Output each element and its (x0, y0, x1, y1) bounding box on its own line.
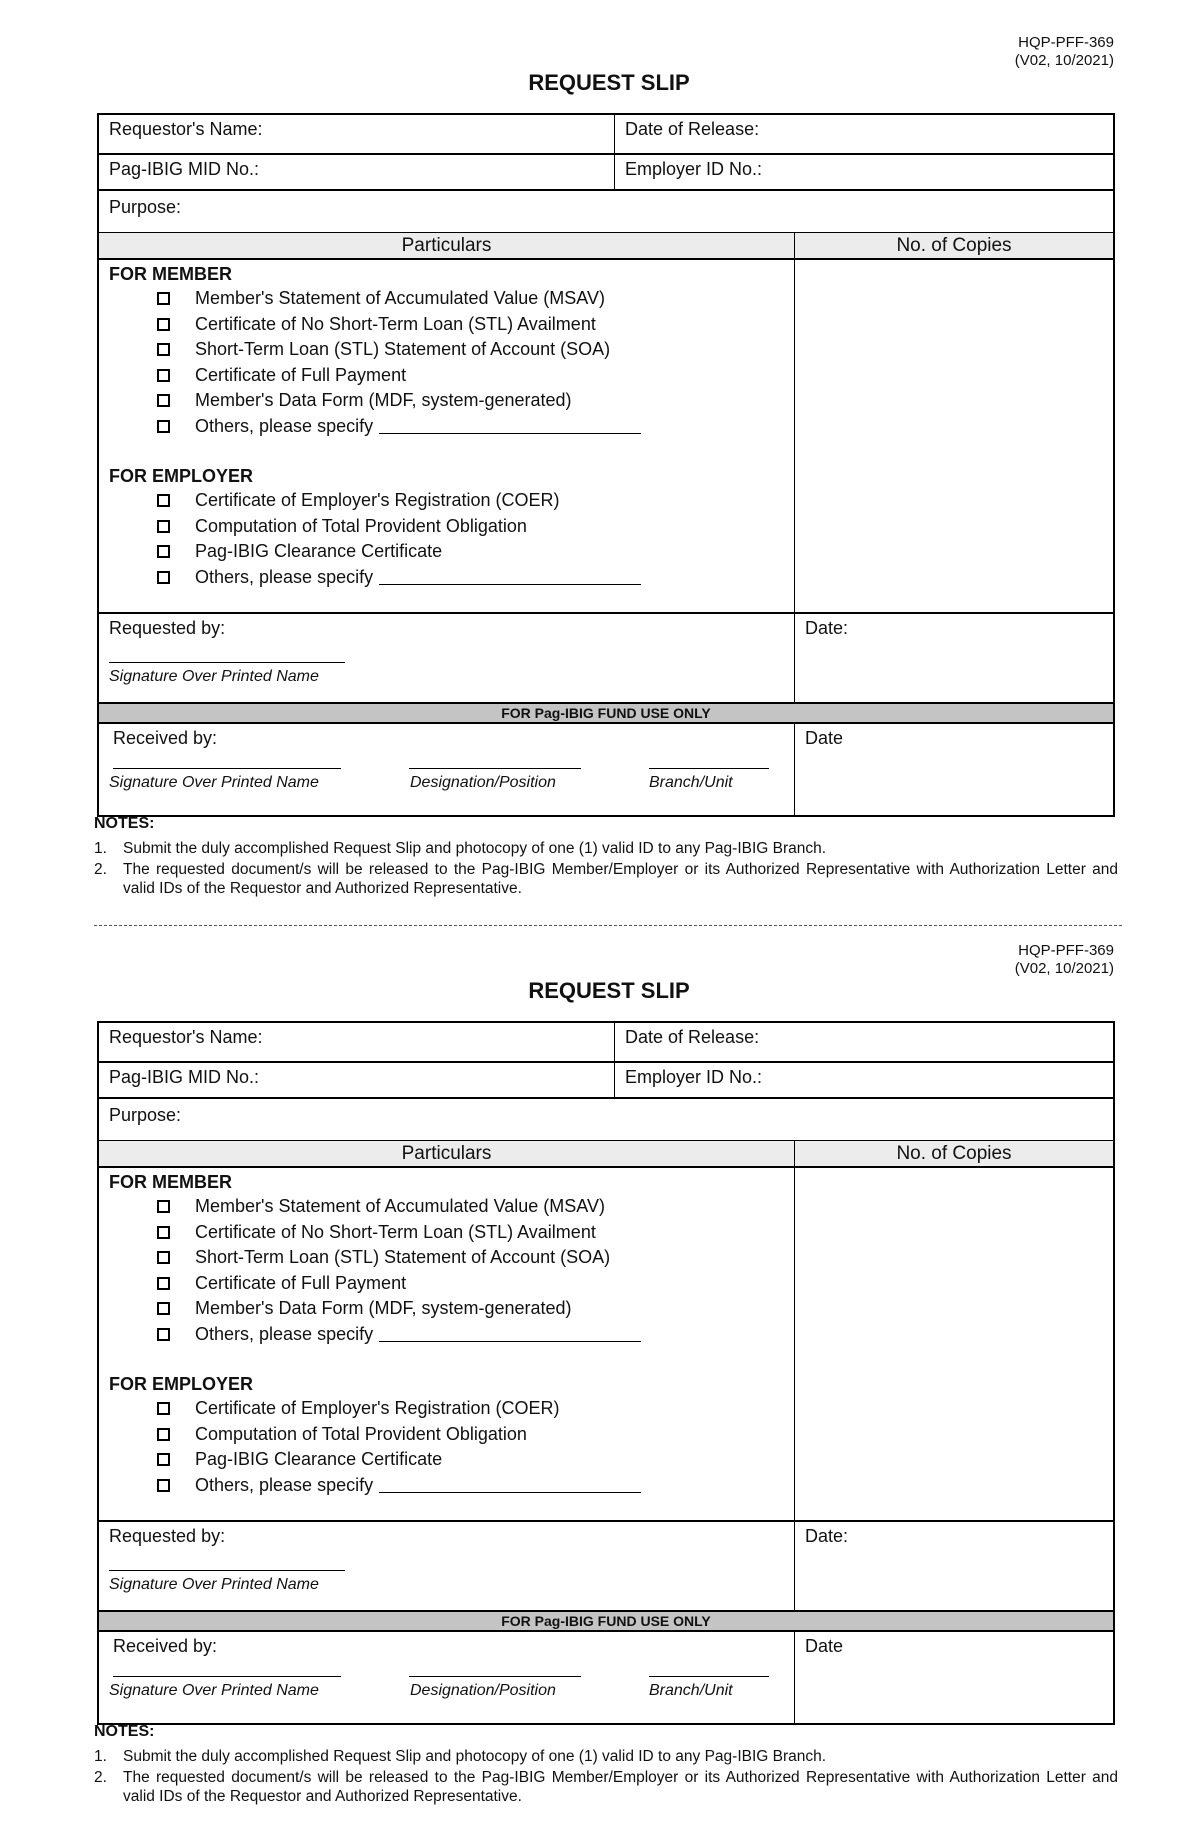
date-of-release-field[interactable]: Date of Release: (625, 1027, 760, 1047)
member-item-msav[interactable]: Member's Statement of Accumulated Value (MSAV) (109, 286, 784, 312)
slip-form (97, 1021, 1115, 1725)
checkbox[interactable] (157, 1302, 170, 1315)
checkbox[interactable] (157, 1428, 170, 1441)
member-section-title: FOR MEMBER (109, 1172, 232, 1192)
specify-line[interactable] (379, 1326, 641, 1342)
particulars-header-row (99, 1140, 1113, 1168)
designation-caption: Designation/Position (410, 774, 556, 791)
request-date-field[interactable]: Date: (805, 618, 849, 638)
branch-line[interactable] (649, 1676, 769, 1677)
member-item-no-stl[interactable]: Certificate of No Short-Term Loan (STL) Availment (109, 312, 784, 338)
requested-by-label: Requested by: (109, 618, 226, 638)
requestor-name-field[interactable]: Requestor's Name: (99, 115, 615, 153)
purpose-field[interactable]: Purpose: (109, 197, 182, 217)
employer-item-provident[interactable]: Computation of Total Provident Obligation (109, 514, 784, 540)
specify-line[interactable] (379, 418, 641, 434)
member-item-full-payment[interactable]: Certificate of Full Payment (109, 1271, 784, 1297)
received-by-field[interactable] (99, 1632, 795, 1723)
mid-no-field[interactable]: Pag-IBIG MID No.: (99, 1063, 615, 1097)
slip-title: REQUEST SLIP (528, 978, 690, 1003)
requestor-name-field[interactable]: Requestor's Name: (99, 1023, 615, 1061)
checkbox[interactable] (157, 394, 170, 407)
copies-header: No. of Copies (896, 235, 1012, 256)
member-item-stl-soa[interactable]: Short-Term Loan (STL) Statement of Account (SOA) (109, 337, 784, 363)
member-section-title: FOR MEMBER (109, 264, 232, 284)
fund-use-banner: FOR Pag-IBIG FUND USE ONLY (99, 1612, 1113, 1632)
designation-line[interactable] (409, 1676, 581, 1677)
notes (94, 815, 1118, 900)
requested-by-field[interactable] (99, 1522, 795, 1610)
employer-section-title: FOR EMPLOYER (109, 1374, 254, 1394)
request-date-field[interactable]: Date: (805, 1526, 849, 1546)
member-item-mdf[interactable]: Member's Data Form (MDF, system-generated) (109, 1296, 784, 1322)
checkbox[interactable] (157, 318, 170, 331)
employer-id-field[interactable]: Employer ID No.: (625, 1067, 763, 1087)
purpose-field[interactable]: Purpose: (109, 1105, 182, 1125)
checkbox[interactable] (157, 1251, 170, 1264)
signature-caption: Signature Over Printed Name (109, 668, 319, 685)
member-item-stl-soa[interactable]: Short-Term Loan (STL) Statement of Account (SOA) (109, 1245, 784, 1271)
member-item-no-stl[interactable]: Certificate of No Short-Term Loan (STL) Availment (109, 1220, 784, 1246)
notes-title: NOTES: (94, 815, 155, 832)
note-item: 1. Submit the duly accomplished Request Slip and photocopy of one (1) valid ID to any Pag-IBIG Branch. (94, 840, 827, 857)
designation-caption: Designation/Position (410, 1682, 556, 1699)
checkbox[interactable] (157, 1328, 170, 1341)
checkbox[interactable] (157, 343, 170, 356)
employer-item-coer[interactable]: Certificate of Employer's Registration (COER) (109, 1396, 784, 1422)
member-item-others[interactable]: Others, please specify (109, 414, 784, 440)
member-item-others[interactable]: Others, please specify (109, 1322, 784, 1348)
requested-by-label: Requested by: (109, 1526, 226, 1546)
checkbox[interactable] (157, 292, 170, 305)
received-date-field[interactable]: Date (805, 728, 844, 748)
particulars-header: Particulars (99, 1141, 795, 1166)
employer-item-clearance[interactable]: Pag-IBIG Clearance Certificate (109, 1447, 784, 1473)
checkbox[interactable] (157, 520, 170, 533)
signature-line[interactable] (109, 662, 345, 663)
member-item-msav[interactable]: Member's Statement of Accumulated Value (MSAV) (109, 1194, 784, 1220)
requested-by-field[interactable] (99, 614, 795, 702)
form-code: HQP-PFF-369 (V02, 10/2021) (1014, 34, 1114, 69)
specify-line[interactable] (379, 569, 641, 585)
copies-header: No. of Copies (896, 1143, 1012, 1164)
checkbox[interactable] (157, 1200, 170, 1213)
received-by-label: Received by: (113, 728, 218, 748)
checkbox[interactable] (157, 494, 170, 507)
employer-section-title: FOR EMPLOYER (109, 466, 254, 486)
checkbox[interactable] (157, 1402, 170, 1415)
signature-caption: Signature Over Printed Name (109, 1576, 319, 1593)
particulars-list (99, 260, 795, 612)
note-item: 2. The requested document/s will be released to the Pag-IBIG Member/Employer or its Authorized Representative with Authorization Letter and valid IDs of the Requestor and Authorized Representative. (94, 861, 1118, 897)
checkbox[interactable] (157, 1226, 170, 1239)
mid-no-field[interactable]: Pag-IBIG MID No.: (99, 155, 615, 189)
branch-caption: Branch/Unit (649, 1682, 733, 1699)
note-item: 1. Submit the duly accomplished Request Slip and photocopy of one (1) valid ID to any Pag-IBIG Branch. (94, 1748, 827, 1765)
employer-item-coer[interactable]: Certificate of Employer's Registration (COER) (109, 488, 784, 514)
member-item-full-payment[interactable]: Certificate of Full Payment (109, 363, 784, 389)
particulars-header-row (99, 232, 1113, 260)
checkbox[interactable] (157, 420, 170, 433)
notes (94, 1723, 1118, 1808)
signature-line[interactable] (113, 1676, 341, 1677)
branch-caption: Branch/Unit (649, 774, 733, 791)
employer-item-provident[interactable]: Computation of Total Provident Obligation (109, 1422, 784, 1448)
checkbox[interactable] (157, 1479, 170, 1492)
notes-title: NOTES: (94, 1723, 155, 1740)
slip-title: REQUEST SLIP (528, 70, 690, 95)
branch-line[interactable] (649, 768, 769, 769)
form-code: HQP-PFF-369 (V02, 10/2021) (1014, 942, 1114, 977)
signature-caption: Signature Over Printed Name (109, 1682, 319, 1699)
copies-column[interactable] (795, 260, 1113, 612)
checkbox[interactable] (157, 545, 170, 558)
signature-caption: Signature Over Printed Name (109, 774, 319, 791)
signature-line[interactable] (109, 1570, 345, 1571)
note-item: 2. The requested document/s will be released to the Pag-IBIG Member/Employer or its Authorized Representative with Authorization Letter and valid IDs of the Requestor and Authorized Representative. (94, 1769, 1118, 1805)
received-by-label: Received by: (113, 1636, 218, 1656)
particulars-list (99, 1168, 795, 1520)
employer-item-clearance[interactable]: Pag-IBIG Clearance Certificate (109, 539, 784, 565)
employer-item-others[interactable]: Others, please specify (109, 1473, 784, 1499)
signature-line[interactable] (113, 768, 341, 769)
checkbox[interactable] (157, 369, 170, 382)
checkbox[interactable] (157, 1277, 170, 1290)
received-by-field[interactable] (99, 724, 795, 815)
designation-line[interactable] (409, 768, 581, 769)
employer-id-field[interactable]: Employer ID No.: (625, 159, 763, 179)
member-item-mdf[interactable]: Member's Data Form (MDF, system-generated) (109, 388, 784, 414)
particulars-header: Particulars (99, 233, 795, 258)
date-of-release-field[interactable]: Date of Release: (625, 119, 760, 139)
checkbox[interactable] (157, 571, 170, 584)
specify-line[interactable] (379, 1477, 641, 1493)
employer-item-others[interactable]: Others, please specify (109, 565, 784, 591)
fund-use-banner: FOR Pag-IBIG FUND USE ONLY (99, 704, 1113, 724)
received-date-field[interactable]: Date (805, 1636, 844, 1656)
checkbox[interactable] (157, 1453, 170, 1466)
copies-column[interactable] (795, 1168, 1113, 1520)
cut-line-divider (94, 925, 1122, 926)
slip-form (97, 113, 1115, 817)
